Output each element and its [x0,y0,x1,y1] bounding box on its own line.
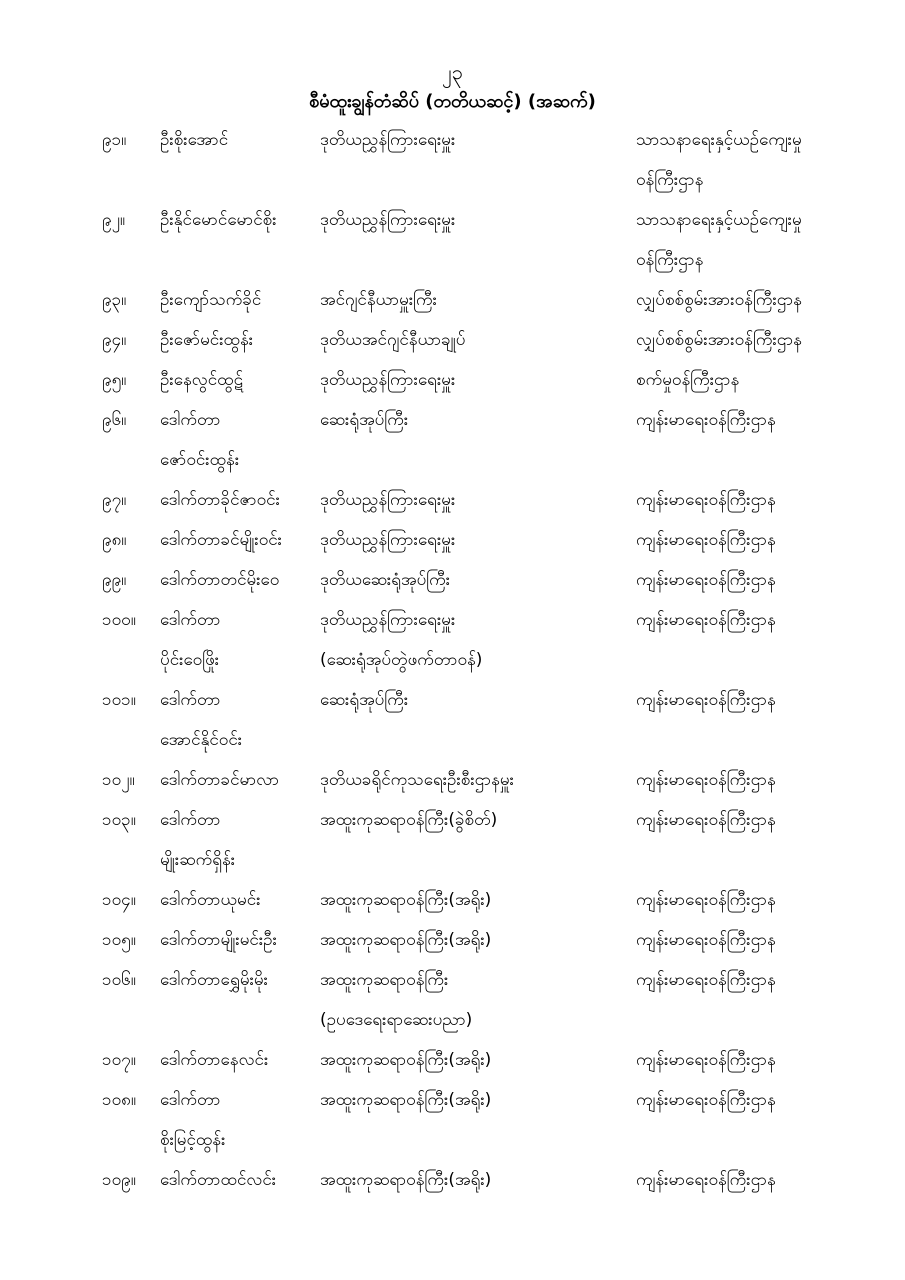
position-title: ဒုတိယညွှန်ကြားရေးမှူး [320,490,456,510]
list-item [0,400,905,480]
department: ကျန်းမာရေးဝန်ကြီးဌာန [636,570,776,590]
position-title: ဒုတိယညွှန်ကြားရေးမှူး [320,370,456,390]
department: သာသနာရေးနှင့်ယဉ်ကျေးမှု [636,210,802,230]
item-number: ၁၀၆။ [102,970,136,990]
person-name: ဒေါက်တာ [160,610,221,630]
person-name: ဒေါက်တာ [160,1090,221,1110]
person-name: ဇော်ဝင်းထွန်း [160,450,240,470]
list-item [0,600,905,680]
person-name: စိုးမြင့်ထွန်း [160,1130,226,1150]
list-item [0,480,905,520]
page-number: ၂၃ [441,60,464,84]
item-number: ၉၄။ [102,330,127,350]
item-number: ၁၀၁။ [102,690,136,710]
item-number: ၁၀၉။ [102,1170,136,1190]
position-title: ဒုတိယဆေးရုံအုပ်ကြီး [320,570,451,590]
person-name: ဒေါက်တာတင်မိုးဝေ [160,570,280,590]
position-title: အထူးကုဆရာဝန်ကြီး [320,970,449,990]
position-title: ဒုတိယခရိုင်ကုသရေးဦးစီးဌာနမှူး [320,770,514,790]
item-number: ၉၂။ [102,210,126,230]
item-number: ၁၀၈။ [102,1090,136,1110]
position-title: (ဥပဒေရေးရာဆေးပညာ) [320,1010,473,1030]
person-name: ဒေါက်တာခိုင်ဇာဝင်း [160,490,280,510]
person-name: အောင်နိုင်ဝင်း [160,730,243,750]
person-name: ဒေါက်တာထင်လင်း [160,1170,277,1190]
person-name: မျိုးဆက်ရှိန်း [160,850,236,870]
position-title: (ဆေးရုံအုပ်တွဲဖက်တာဝန်) [320,650,483,670]
list-item [0,120,905,200]
list-item [0,880,905,920]
list-item [0,800,905,880]
position-title: အထူးကုဆရာဝန်ကြီး(အရိုး) [320,1170,492,1190]
item-number: ၁၀၀။ [102,610,136,630]
department: ကျန်းမာရေးဝန်ကြီးဌာန [636,690,776,710]
person-name: ဒေါက်တာနေလင်း [160,1050,269,1070]
item-number: ၁၀၄။ [102,890,136,910]
person-name: ဒေါက်တာ [160,410,221,430]
position-title: ဒုတိယညွှန်ကြားရေးမှူး [320,130,456,150]
person-name: ဒေါက်တာခင်မာလာ [160,770,280,790]
department: လျှပ်စစ်စွမ်းအားဝန်ကြီးဌာန [636,290,802,310]
position-title: ဒုတိယညွှန်ကြားရေးမှူး [320,610,456,630]
list-item [0,1080,905,1160]
item-number: ၁၀၇။ [102,1050,136,1070]
department: ကျန်းမာရေးဝန်ကြီးဌာန [636,610,776,630]
list-item [0,280,905,320]
person-name: ဦးစိုးအောင် [160,130,229,150]
position-title: ဆေးရုံအုပ်ကြီး [320,410,409,430]
item-number: ၁၀၅။ [102,930,136,950]
department: ကျန်းမာရေးဝန်ကြီးဌာန [636,1050,776,1070]
item-number: ၉၇။ [102,490,127,510]
department: ကျန်းမာရေးဝန်ကြီးဌာန [636,930,776,950]
list-item [0,760,905,800]
position-title: အထူးကုဆရာဝန်ကြီး(အရိုး) [320,1090,492,1110]
item-number: ၁၀၃။ [102,810,136,830]
list-item [0,360,905,400]
department: ကျန်းမာရေးဝန်ကြီးဌာန [636,770,776,790]
department: ဝန်ကြီးဌာန [636,170,704,190]
page-title: စီမံထူးချွန်တံဆိပ် (တတိယဆင့်) (အဆက်) [309,91,596,112]
person-name: ပိုင်းဝေဖြိုး [160,650,220,670]
department: သာသနာရေးနှင့်ယဉ်ကျေးမှု [636,130,802,150]
position-title: အထူးကုဆရာဝန်ကြီး(ခွဲစိတ်) [320,810,498,830]
position-title: ဒုတိယအင်ဂျင်နီယာချုပ် [320,330,466,350]
department: ကျန်းမာရေးဝန်ကြီးဌာန [636,410,776,430]
item-number: ၉၈။ [102,530,127,550]
list-item [0,320,905,360]
item-number: ၉၃။ [102,290,127,310]
list-item [0,920,905,960]
list-item [0,520,905,560]
item-number: ၉၆။ [102,410,127,430]
department: ကျန်းမာရေးဝန်ကြီးဌာန [636,970,776,990]
department: စက်မှုဝန်ကြီးဌာန [636,370,740,390]
list-item [0,680,905,760]
department: ကျန်းမာရေးဝန်ကြီးဌာန [636,1090,776,1110]
person-name: ဦးကျော်သက်ခိုင် [160,290,262,310]
department: ကျန်းမာရေးဝန်ကြီးဌာန [636,890,776,910]
item-number: ၉၁။ [102,130,127,150]
person-name: ဒေါက်တာမျိုးမင်းဦး [160,930,277,950]
position-title: အထူးကုဆရာဝန်ကြီး(အရိုး) [320,890,492,910]
position-title: ဒုတိယညွှန်ကြားရေးမှူး [320,530,456,550]
person-name: ဒေါက်တာရွှေမိုးမိုး [160,970,268,990]
list-item [0,560,905,600]
list-item [0,1040,905,1080]
department: ကျန်းမာရေးဝန်ကြီးဌာန [636,530,776,550]
list-item [0,200,905,280]
position-title: အင်ဂျင်နီယာမှူးကြီး [320,290,437,310]
department: ကျန်းမာရေးဝန်ကြီးဌာန [636,490,776,510]
person-name: ဦးဇော်မင်းထွန်း [160,330,254,350]
item-number: ၉၅။ [102,370,127,390]
list-item [0,960,905,1040]
award-list [0,120,905,1200]
item-number: ၉၉။ [102,570,127,590]
department: ဝန်ကြီးဌာန [636,250,704,270]
department: ကျန်းမာရေးဝန်ကြီးဌာန [636,810,776,830]
position-title: ဒုတိယညွှန်ကြားရေးမှူး [320,210,456,230]
item-number: ၁၀၂။ [102,770,135,790]
person-name: ဒေါက်တာခင်မျိုးဝင်း [160,530,282,550]
person-name: ဦးနေလွင်ထွဋ် [160,370,244,390]
position-title: ဆေးရုံအုပ်ကြီး [320,690,409,710]
position-title: အထူးကုဆရာဝန်ကြီး(အရိုး) [320,930,492,950]
position-title: အထူးကုဆရာဝန်ကြီး(အရိုး) [320,1050,492,1070]
person-name: ဒေါက်တာ [160,690,221,710]
list-item [0,1160,905,1200]
person-name: ဦးနိုင်မောင်မောင်စိုး [160,210,277,230]
department: ကျန်းမာရေးဝန်ကြီးဌာန [636,1170,776,1190]
person-name: ဒေါက်တာ [160,810,221,830]
department: လျှပ်စစ်စွမ်းအားဝန်ကြီးဌာန [636,330,802,350]
person-name: ဒေါက်တာယုမင်း [160,890,261,910]
